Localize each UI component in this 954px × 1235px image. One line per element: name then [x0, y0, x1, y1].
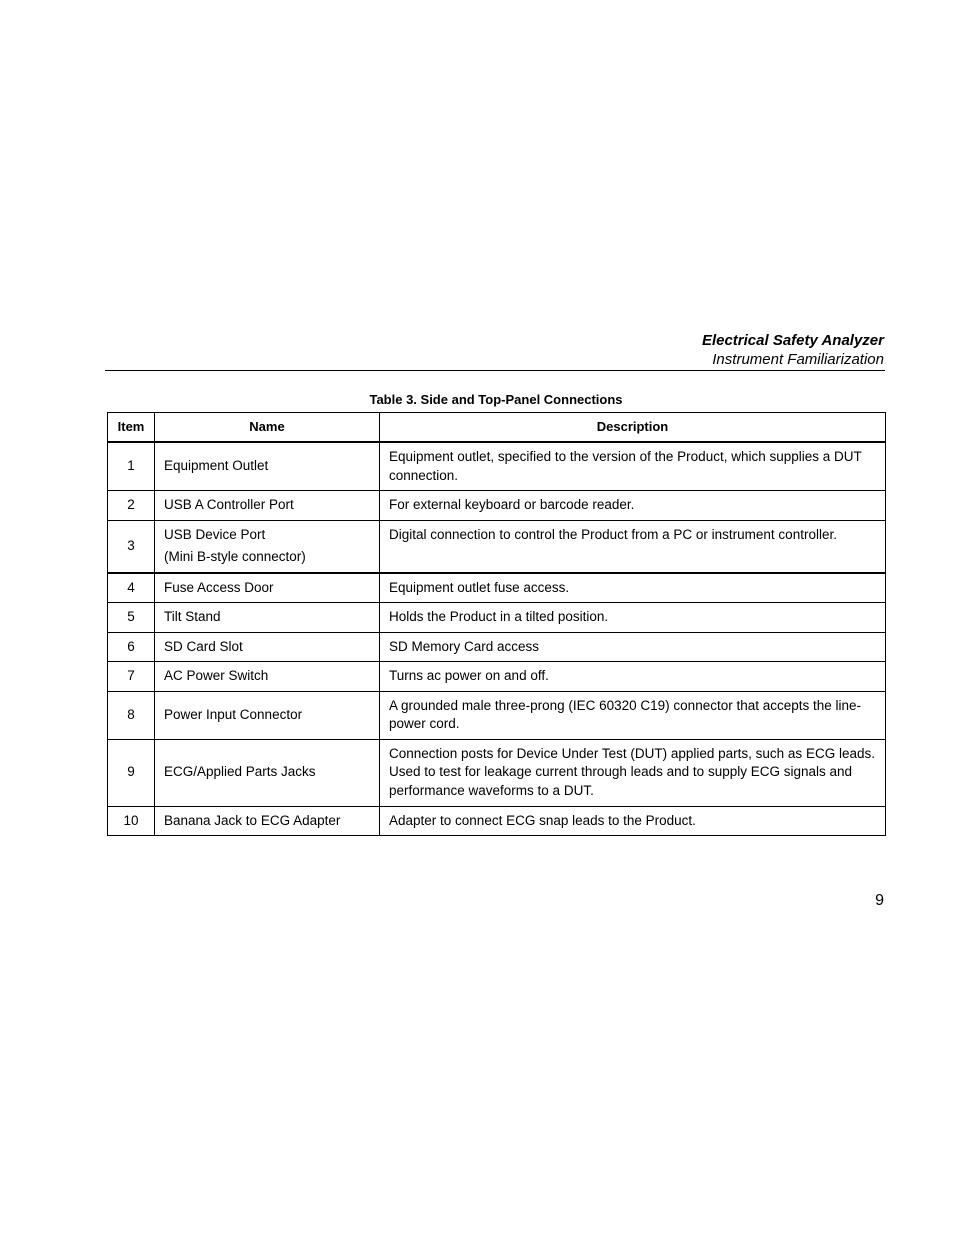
connection-name-cell [155, 520, 380, 573]
item-number: 1 [108, 442, 155, 491]
table-header-row [108, 413, 886, 443]
table-row [108, 603, 886, 633]
connection-name: USB Device Port [164, 526, 266, 542]
item-number: 8 [108, 691, 155, 739]
table-row [108, 491, 886, 521]
header-rule [105, 370, 885, 371]
connection-name: Banana Jack to ECG Adapter [155, 806, 380, 836]
connection-description: For external keyboard or barcode reader. [380, 491, 886, 521]
table-row [108, 573, 886, 603]
connection-name: AC Power Switch [155, 662, 380, 692]
column-header-description: Description [380, 413, 886, 443]
connection-description: Connection posts for Device Under Test (DUT) applied parts, such as ECG leads. Used to test for leakage current through leads and to supply ECG signals and performance waveforms to a DUT. [380, 739, 886, 806]
connection-name: Tilt Stand [155, 603, 380, 633]
item-number: 10 [108, 806, 155, 836]
table-row [108, 739, 886, 806]
connection-description: A grounded male three-prong (IEC 60320 C19) connector that accepts the line-power cord. [380, 691, 886, 739]
item-number: 6 [108, 632, 155, 662]
connection-name: USB A Controller Port [155, 491, 380, 521]
manual-title: Electrical Safety Analyzer [701, 332, 884, 349]
item-number: 5 [108, 603, 155, 633]
column-header-name: Name [155, 413, 380, 443]
item-number: 2 [108, 491, 155, 521]
table-row [108, 520, 886, 573]
connection-description: Holds the Product in a tilted position. [380, 603, 886, 633]
section-title: Instrument Familiarization [712, 351, 884, 368]
connection-description: Digital connection to control the Product from a PC or instrument controller. [380, 520, 886, 573]
table-row [108, 691, 886, 739]
item-number: 9 [108, 739, 155, 806]
connection-name: ECG/Applied Parts Jacks [155, 739, 380, 806]
item-number: 3 [108, 520, 155, 573]
connection-description: Adapter to connect ECG snap leads to the Product. [380, 806, 886, 836]
item-number: 4 [108, 573, 155, 603]
connection-description: SD Memory Card access [380, 632, 886, 662]
connection-description: Equipment outlet fuse access. [380, 573, 886, 603]
connection-name: Equipment Outlet [155, 442, 380, 491]
connections-table [107, 412, 886, 836]
table-caption: Table 3. Side and Top-Panel Connections [369, 392, 623, 407]
connection-description: Equipment outlet, specified to the version of the Product, which supplies a DUT connection. [380, 442, 886, 491]
connection-name: Fuse Access Door [155, 573, 380, 603]
table-row [108, 806, 886, 836]
column-header-item: Item [108, 413, 155, 443]
connection-description: Turns ac power on and off. [380, 662, 886, 692]
item-number: 7 [108, 662, 155, 692]
connection-name: Power Input Connector [155, 691, 380, 739]
table-row [108, 442, 886, 491]
table-row [108, 632, 886, 662]
table-row [108, 662, 886, 692]
connection-name-note: (Mini B-style connector) [164, 549, 306, 564]
running-header [702, 331, 884, 369]
page-number: 9 [875, 892, 884, 909]
connection-name: SD Card Slot [155, 632, 380, 662]
